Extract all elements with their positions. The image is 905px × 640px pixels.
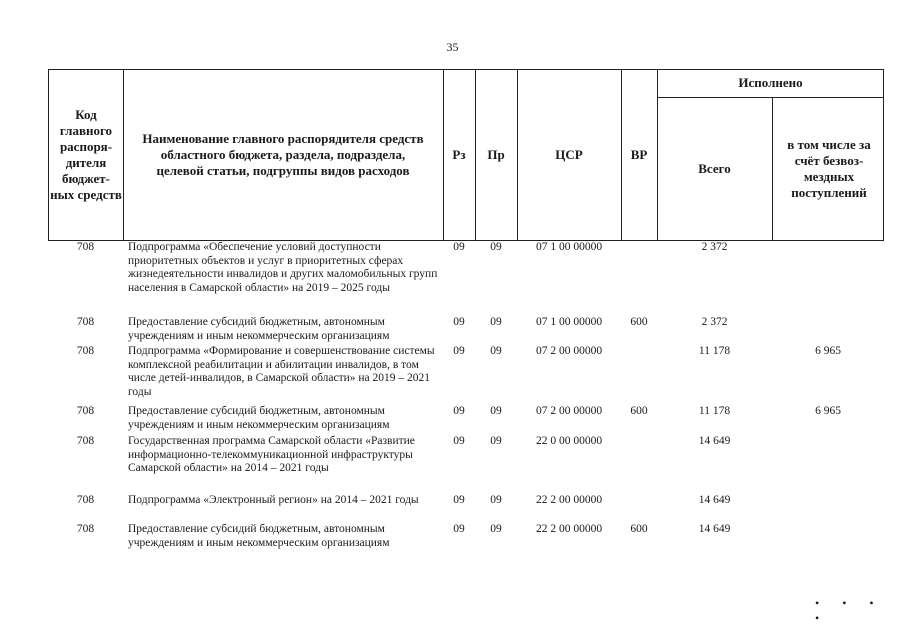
cell-rz: 09 <box>453 241 465 253</box>
cell-total: 11 178 <box>698 405 731 417</box>
cell-total: 14 649 <box>698 523 731 535</box>
cell-total: 11 178 <box>698 345 731 357</box>
cell-code: 708 <box>76 345 95 357</box>
cell-total: 14 649 <box>698 435 731 447</box>
cell-pr: 09 <box>490 241 502 253</box>
page-number: 35 <box>446 40 459 54</box>
cell-code: 708 <box>76 435 95 447</box>
cell-name: Подпрограмма «Формирование и совершенствование системы комплексной реабилитации и абилитации инвалидов, в том числе детей-инвалидов, в Самарской области» на 2019 – 2021 годы <box>128 345 435 398</box>
cell-name: Государственная программа Самарской области «Развитие информационно-телекоммуникационной инфраструктуры Самарской области» на 2014 – 2021 годы <box>128 435 415 474</box>
cell-name: Подпрограмма «Обеспечение условий доступности приоритетных объектов и услуг в приоритетных сферах жизнедеятельности инвалидов и других маломобильных групп населения в Самарской области» на 2019 – 2025 годы <box>128 241 438 294</box>
cell-vr: 600 <box>630 316 648 328</box>
cell-rz: 09 <box>453 523 465 535</box>
cell-name: Предоставление субсидий бюджетным, автономным учреждениям и иным некоммерческим организациям <box>128 316 390 342</box>
cell-total: 2 372 <box>701 241 728 253</box>
cell-csr: 22 2 00 00000 <box>535 523 603 535</box>
cell-csr: 07 1 00 00000 <box>535 316 603 328</box>
cell-code: 708 <box>76 241 95 253</box>
cell-csr: 07 1 00 00000 <box>535 241 603 253</box>
cell-total: 14 649 <box>698 494 731 506</box>
cell-free: 6 965 <box>815 405 841 417</box>
header-pr: Пр <box>487 147 505 162</box>
header-rz: Рз <box>452 147 466 162</box>
cell-name: Подпрограмма «Электронный регион» на 2014 – 2021 годы <box>128 494 419 506</box>
cell-pr: 09 <box>490 435 502 447</box>
cell-pr: 09 <box>490 316 502 328</box>
header-free: в том числе за счёт безвоз-мездных поступлений <box>787 136 871 200</box>
cell-code: 708 <box>76 523 95 535</box>
cell-rz: 09 <box>453 494 465 506</box>
cell-rz: 09 <box>453 345 465 357</box>
cell-rz: 09 <box>453 435 465 447</box>
cell-code: 708 <box>76 494 95 506</box>
cell-code: 708 <box>76 316 95 328</box>
cell-total: 2 372 <box>701 316 728 328</box>
cell-csr: 22 0 00 00000 <box>535 435 603 447</box>
cell-vr: 600 <box>630 405 648 417</box>
header-executed: Исполнено <box>738 75 803 90</box>
cell-rz: 09 <box>453 405 465 417</box>
cell-name: Предоставление субсидий бюджетным, автономным учреждениям и иным некоммерческим организациям <box>128 405 390 431</box>
footer-dots: • • • • <box>815 596 884 625</box>
cell-csr: 22 2 00 00000 <box>535 494 603 506</box>
cell-pr: 09 <box>490 405 502 417</box>
cell-code: 708 <box>76 405 95 417</box>
cell-pr: 09 <box>490 523 502 535</box>
header-total: Всего <box>698 160 731 176</box>
cell-csr: 07 2 00 00000 <box>535 345 603 357</box>
cell-rz: 09 <box>453 316 465 328</box>
cell-free: 6 965 <box>815 345 841 357</box>
table-header <box>48 69 884 241</box>
cell-pr: 09 <box>490 345 502 357</box>
header-csr: ЦСР <box>555 147 583 162</box>
header-code: Код главного распоря-дителя бюджет-ных средств <box>50 107 122 202</box>
header-vr: ВР <box>630 147 648 162</box>
cell-vr: 600 <box>630 523 648 535</box>
cell-name: Предоставление субсидий бюджетным, автономным учреждениям и иным некоммерческим организациям <box>128 523 390 549</box>
header-name: Наименование главного распорядителя средств областного бюджета, раздела, подраздела, целевой статьи, подгруппы видов расходов <box>142 131 424 178</box>
cell-csr: 07 2 00 00000 <box>535 405 603 417</box>
cell-pr: 09 <box>490 494 502 506</box>
